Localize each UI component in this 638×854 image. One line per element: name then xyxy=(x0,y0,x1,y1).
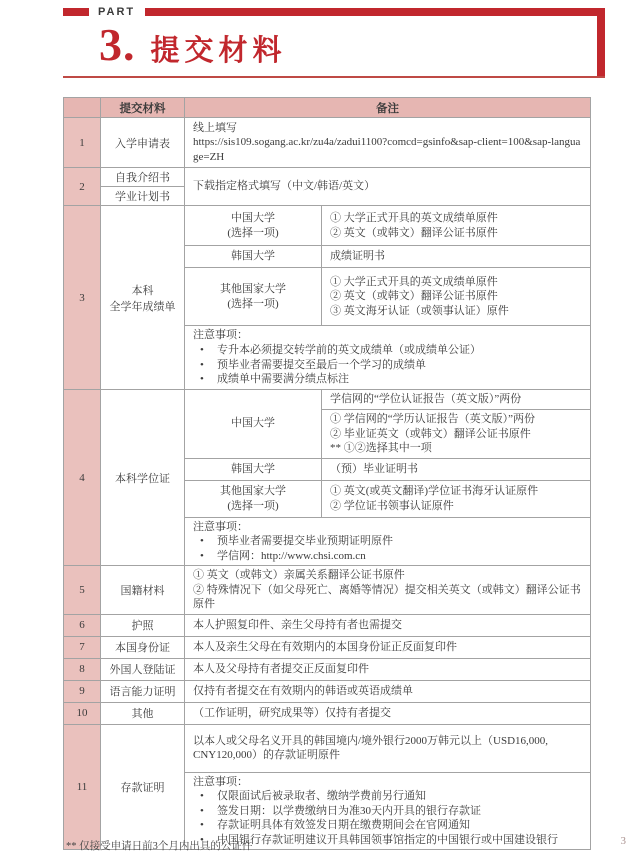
bullet-item: • 预毕业者需要提交毕业预期证明原件 xyxy=(193,534,582,549)
remark-line: ③ 英文海牙认证（或领事认证）原件 xyxy=(330,304,509,317)
remark-line: ② 特殊情况下（如父母死亡、离婚等情况）提交相关英文（或韩文）翻译公证书原件 xyxy=(193,583,581,611)
notes-title: 注意事项： xyxy=(193,520,248,533)
material-name-cell: 存款证明 xyxy=(101,724,185,850)
bullet-item: • 中国银行存款证明建议开具韩国领事馆指定的中国银行或中国建设银行 xyxy=(193,833,582,848)
row-number-cell: 10 xyxy=(64,702,101,724)
university-type-cell: 韩国大学 xyxy=(185,246,322,268)
remarks-cell xyxy=(322,206,591,246)
red-vertical-bar-icon xyxy=(597,8,605,76)
university-type-cell xyxy=(185,480,322,517)
remarks-cell xyxy=(322,410,591,459)
application-url: https://sis109.sogang.ac.kr/zu4a/zadui1100?comcd=gsinfo&sap-client=100&sap-language=ZH xyxy=(193,136,581,163)
row-number-cell: 9 xyxy=(64,680,101,702)
remarks-cell xyxy=(322,480,591,517)
remark-line: ① 大学正式开具的英文成绩单原件 xyxy=(330,211,498,224)
bullet-item: • 仅限面试后被录取者、缴纳学费前另行通知 xyxy=(193,789,582,804)
remarks-cell: 本人护照复印件、亲生父母持有者也需提交 xyxy=(185,614,591,636)
bullet-item: • 签发日期：以学费缴纳日为准30天内开具的银行存款证 xyxy=(193,804,582,819)
part-label: PART xyxy=(98,6,136,18)
table-row xyxy=(64,658,591,680)
notes-cell xyxy=(185,517,591,566)
remarks-cell: 本人及父母持有者提交正反面复印件 xyxy=(185,658,591,680)
red-bar-left-icon xyxy=(63,8,89,16)
bullet-item: • 存款证明具体有效签发日期在缴费期间会在官网通知 xyxy=(193,818,582,833)
red-bar-right-icon xyxy=(145,8,605,16)
university-type-cell xyxy=(185,268,322,326)
remarks-cell: （工作证明，研究成果等）仅持有者提交 xyxy=(185,702,591,724)
remark-line: 线上填写 xyxy=(193,121,237,134)
material-name-cell: 外国人登陆证 xyxy=(101,658,185,680)
remark-line: ① 英文（或韩文）亲属关系翻译公证书原件 xyxy=(193,569,405,582)
remarks-cell: 以本人或父母名义开具的韩国境内/境外银行2000万韩元以上（USD16,000, CNY120,000）的存款证明原件 xyxy=(185,724,591,772)
row-number-cell: 11 xyxy=(64,724,101,850)
remarks-cell: （预）毕业证明书 xyxy=(322,458,591,480)
material-name-cell: 其他 xyxy=(101,702,185,724)
university-type-label: 其他国家大学 xyxy=(220,282,286,295)
remarks-cell xyxy=(185,118,591,168)
bullet-item: • 预毕业者需要提交至最后一个学习的成绩单 xyxy=(193,358,582,373)
university-type-cell xyxy=(185,206,322,246)
row-number-cell: 4 xyxy=(64,390,101,566)
row-number-cell: 5 xyxy=(64,566,101,615)
material-line: 全学年成绩单 xyxy=(109,300,176,313)
remark-line: ① 大学正式开具的英文成绩单原件 xyxy=(330,275,498,288)
footnote: ** 仅接受申请日前3个月内出具的公证件 xyxy=(66,841,253,852)
table-row xyxy=(64,680,591,702)
section-header xyxy=(63,8,605,78)
bullet-item: • 学信网：http://www.chsi.com.cn xyxy=(193,549,582,564)
remark-line: ① 英文(或英文翻译)学位证书海牙认证原件 xyxy=(330,485,539,498)
section-title-row xyxy=(99,19,287,70)
material-name-cell: 语言能力证明 xyxy=(101,680,185,702)
notes-cell xyxy=(185,326,591,390)
row-number-cell: 7 xyxy=(64,636,101,658)
materials-table xyxy=(63,97,591,850)
remarks-cell: 成绩证明书 xyxy=(322,246,591,268)
remark-line: ② 英文（或韩文）翻译公证书原件 xyxy=(330,226,498,239)
header-cell-material: 提交材料 xyxy=(101,98,185,118)
material-name-cell: 国籍材料 xyxy=(101,566,185,615)
remarks-cell xyxy=(322,268,591,326)
remark-line: ** ①②选择其中一项 xyxy=(330,442,432,455)
remark-line: ① 学信网的“学历认证报告（英文版）”两份 xyxy=(330,413,536,425)
notes-title: 注意事项： xyxy=(193,775,248,788)
remarks-cell: 下载指定格式填写（中文/韩语/英文） xyxy=(185,168,591,206)
section-number: 3. xyxy=(99,19,136,70)
table-header-row xyxy=(64,98,591,118)
header-cell-remarks: 备注 xyxy=(185,98,591,118)
table-row xyxy=(64,390,591,410)
material-line: 本科 xyxy=(131,284,154,297)
material-name-cell: 本国身份证 xyxy=(101,636,185,658)
material-name-cell xyxy=(101,206,185,390)
university-type-cell: 中国大学 xyxy=(185,390,322,459)
page-number: 3 xyxy=(620,835,626,847)
table-row xyxy=(64,118,591,168)
material-name-cell: 自我介绍书 xyxy=(101,168,185,187)
table-row xyxy=(64,636,591,658)
table-row xyxy=(64,206,591,246)
table-row xyxy=(64,168,591,187)
university-type-label: 中国大学 xyxy=(231,211,275,224)
material-name-cell: 学业计划书 xyxy=(101,187,185,206)
table-row xyxy=(64,724,591,772)
material-name-cell: 本科学位证 xyxy=(101,390,185,566)
row-number-cell: 6 xyxy=(64,614,101,636)
row-number-cell: 2 xyxy=(64,168,101,206)
part-row xyxy=(63,8,605,16)
choose-one-label: (选择一项) xyxy=(227,297,279,310)
notes-title: 注意事项： xyxy=(193,329,248,342)
remarks-cell: 仅持有者提交在有效期内的韩语或英语成绩单 xyxy=(185,680,591,702)
row-number-cell: 3 xyxy=(64,206,101,390)
header-cell-no xyxy=(64,98,101,118)
material-name-cell: 入学申请表 xyxy=(101,118,185,168)
remarks-cell: 本人及亲生父母在有效期内的本国身份证正反面复印件 xyxy=(185,636,591,658)
table-row xyxy=(64,702,591,724)
remark-line: ② 学位证书领事认证原件 xyxy=(330,499,454,512)
remark-line: ② 毕业证英文（或韩文）翻译公证书原件 xyxy=(330,427,531,440)
remark-line: ② 英文（或韩文）翻译公证书原件 xyxy=(330,290,498,303)
remarks-cell: 学信网的“学位认证报告（英文版）”两份 xyxy=(322,390,591,410)
row-number-cell: 1 xyxy=(64,118,101,168)
bullet-item: • 成绩单中需要满分绩点标注 xyxy=(193,372,582,387)
choose-one-label: (选择一项) xyxy=(227,226,279,239)
university-type-label: 其他国家大学 xyxy=(220,484,286,497)
table-row xyxy=(64,614,591,636)
table-row xyxy=(64,566,591,615)
page-title: 提交材料 xyxy=(150,35,287,67)
choose-one-label: (选择一项) xyxy=(227,499,279,512)
row-number-cell: 8 xyxy=(64,658,101,680)
material-name-cell: 护照 xyxy=(101,614,185,636)
header-underline xyxy=(63,76,605,78)
university-type-cell: 韩国大学 xyxy=(185,458,322,480)
bullet-item: • 专升本必须提交转学前的英文成绩单（或成绩单公证） xyxy=(193,343,582,358)
remarks-cell xyxy=(185,566,591,615)
